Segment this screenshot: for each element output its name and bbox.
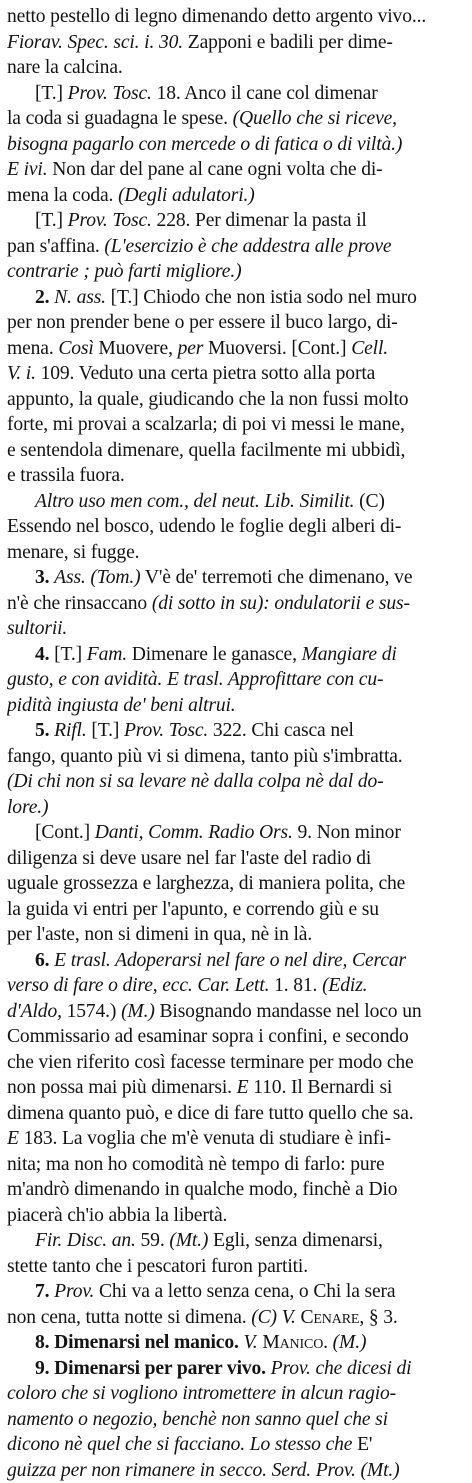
text-line xyxy=(7,795,465,821)
text-line xyxy=(7,336,465,362)
text-segment: 1574.) xyxy=(67,1001,121,1022)
text-line xyxy=(7,1279,465,1305)
text-line xyxy=(7,540,465,566)
text-segment: mena. xyxy=(7,338,58,359)
text-segment: 5. xyxy=(35,720,54,741)
text-segment: Chi va a letto senza cena, o Chi la sera xyxy=(94,1281,395,1302)
text-segment: E xyxy=(7,1128,19,1149)
text-segment: forte, mi provai a scalzarla; di poi vi messi le mane, xyxy=(7,414,405,435)
text-segment: [T.] xyxy=(35,210,68,231)
text-segment: Essendo nel bosco, udendo le foglie degli alberi di- xyxy=(7,516,401,537)
text-line xyxy=(7,1432,465,1458)
text-segment: stette tanto che i pescatori furon partiti. xyxy=(7,1256,308,1277)
text-line xyxy=(7,667,465,693)
text-segment: [Cont.] xyxy=(35,822,95,843)
text-segment: V. i. xyxy=(7,363,36,384)
text-line xyxy=(7,871,465,897)
text-segment: (C) xyxy=(354,491,384,512)
text-segment: la guida vi entri per l'apunto, e correndo giù e su xyxy=(7,899,379,920)
text-segment: d'Aldo, xyxy=(7,1001,67,1022)
text-line xyxy=(7,30,465,56)
text-segment: (M.) xyxy=(333,1332,367,1353)
text-segment: per xyxy=(178,338,204,359)
text-line xyxy=(7,412,465,438)
text-line xyxy=(7,259,465,285)
entry-paragraph xyxy=(7,4,465,81)
text-line xyxy=(7,897,465,923)
text-line xyxy=(7,642,465,668)
entry-paragraph xyxy=(7,565,465,642)
text-line xyxy=(7,285,465,311)
text-segment: Prov. Tosc. xyxy=(68,210,152,231)
text-segment: V'è de' terremoti che dimenano, ve xyxy=(141,567,413,588)
text-segment: e sentendola dimenare, quella facilmente mi ubbidì, xyxy=(7,440,405,461)
text-segment: Dimenare le ganasce, xyxy=(127,644,302,665)
text-line xyxy=(7,1356,465,1382)
entry-paragraph xyxy=(7,81,465,209)
text-line xyxy=(7,820,465,846)
text-segment: 109. Veduto una certa pietra sotto alla porta xyxy=(36,363,375,384)
text-line xyxy=(7,1152,465,1178)
text-segment: lore.) xyxy=(7,797,48,818)
text-segment: nita; ma non ho comodità nè tempo di farlo: pure xyxy=(7,1154,385,1175)
entry-paragraph xyxy=(7,820,465,948)
text-line xyxy=(7,769,465,795)
text-segment: Mangiare di xyxy=(302,644,397,665)
text-segment: 228. Per dimenar la pasta il xyxy=(152,210,367,231)
text-line xyxy=(7,1305,465,1331)
entry-paragraph xyxy=(7,1330,465,1356)
text-segment: Rifl. xyxy=(54,720,86,741)
text-segment: menare, si fugge. xyxy=(7,542,139,563)
text-line xyxy=(7,1381,465,1407)
text-line xyxy=(7,81,465,107)
text-segment: E' xyxy=(352,1434,372,1455)
text-segment: (di sotto in su): ondulatorii e sus- xyxy=(152,593,410,614)
text-segment: diligenza si deve usare nel far l'aste del radio di xyxy=(7,848,371,869)
text-segment: Danti, Comm. Radio Ors. xyxy=(95,822,293,843)
text-segment: (Mt.) xyxy=(169,1230,208,1251)
text-segment: Bisognando mandasse nel loco un xyxy=(155,1001,422,1022)
text-segment: 8. Dimenarsi nel manico. xyxy=(35,1332,239,1353)
text-line xyxy=(7,565,465,591)
text-segment: E ivi. xyxy=(7,159,47,180)
text-line xyxy=(7,132,465,158)
text-line xyxy=(7,514,465,540)
entry-paragraph xyxy=(7,1279,465,1330)
entry-paragraph xyxy=(7,285,465,489)
text-segment: 3. xyxy=(35,567,54,588)
text-segment: (Di chi non si sa levare nè dalla colpa nè dal do- xyxy=(7,771,384,792)
text-segment: E xyxy=(237,1077,249,1098)
text-line xyxy=(7,591,465,617)
text-line xyxy=(7,616,465,642)
text-segment: n'è che rinsaccano xyxy=(7,593,152,614)
text-line xyxy=(7,183,465,209)
text-line xyxy=(7,718,465,744)
entry-paragraph xyxy=(7,1228,465,1279)
entry-paragraph xyxy=(7,489,465,566)
text-segment: dimena quanto può, e dice di fare tutto quello che sa. xyxy=(7,1103,414,1124)
text-line xyxy=(7,1126,465,1152)
text-line xyxy=(7,106,465,132)
text-segment: Fir. Disc. an. xyxy=(35,1230,136,1251)
text-segment: 1. 81. xyxy=(269,975,322,996)
text-segment: Commissario ad esaminar sopra i confini, e secondo xyxy=(7,1026,409,1047)
text-segment: namento o negozio, benchè non sanno quel che si xyxy=(7,1409,388,1430)
text-segment: Prov. che dicesi di xyxy=(266,1358,412,1379)
text-segment: Così xyxy=(58,338,93,359)
text-segment: mena la coda. xyxy=(7,185,118,206)
text-segment: 18. Anco il cane col dimenar xyxy=(152,83,378,104)
text-segment: guizza per non rimanere in secco. Serd. Prov. (Mt.) xyxy=(7,1460,400,1481)
text-line xyxy=(7,1330,465,1356)
text-line xyxy=(7,1101,465,1127)
text-segment: [T.] xyxy=(35,83,68,104)
text-segment: Cell. xyxy=(351,338,388,359)
text-segment: Prov. Tosc. xyxy=(68,83,152,104)
text-segment: Prov. xyxy=(54,1281,94,1302)
text-segment: 9. Non minor xyxy=(293,822,401,843)
text-segment: pidità ingiusta de' beni altrui. xyxy=(7,695,236,716)
text-segment: non cena, tutta notte si dimena. xyxy=(7,1307,251,1328)
text-segment: uguale grossezza e larghezza, di maniera polita, che xyxy=(7,873,405,894)
text-segment: Prov. Tosc. xyxy=(124,720,208,741)
text-line xyxy=(7,1050,465,1076)
text-segment: (Quello che si riceve, xyxy=(233,108,397,129)
text-line xyxy=(7,489,465,515)
text-segment: 110. Il Bernardi si xyxy=(248,1077,392,1098)
text-segment: Non dar del pane al cane ogni volta che di- xyxy=(47,159,382,180)
text-line xyxy=(7,463,465,489)
text-segment: Altro uso men com., del neut. Lib. Similit. xyxy=(35,491,354,512)
text-segment: (M.) xyxy=(121,1001,155,1022)
text-segment: per l'aste, non si dimeni in qua, nè in là. xyxy=(7,924,312,945)
text-line xyxy=(7,1203,465,1229)
entry-paragraph xyxy=(7,208,465,285)
text-line xyxy=(7,846,465,872)
text-segment: appunto, la quale, giudicando che la non fussi molto xyxy=(7,389,408,410)
text-segment: non possa mai più dimenarsi. xyxy=(7,1077,237,1098)
entry-paragraph xyxy=(7,642,465,719)
text-segment: . xyxy=(323,1332,333,1353)
text-segment: Fiorav. Spec. sci. i. 30. xyxy=(7,32,183,53)
text-segment: e trassila fuora. xyxy=(7,465,125,486)
text-line xyxy=(7,948,465,974)
text-segment: Muovere, xyxy=(94,338,178,359)
text-segment: 322. Chi casca nel xyxy=(208,720,354,741)
text-segment: m'andrò dimenando in qualche modo, finchè a Dio xyxy=(7,1179,397,1200)
text-segment: fango, quanto più vi si dimena, tanto più s'imbratta. xyxy=(7,746,403,767)
text-segment: [T.] Chiodo che non istia sodo nel muro xyxy=(106,287,417,308)
text-segment: 7. xyxy=(35,1281,54,1302)
text-segment: dicono nè quel che si facciano. Lo stesso che xyxy=(7,1434,352,1455)
text-line xyxy=(7,1177,465,1203)
entry-paragraph xyxy=(7,718,465,820)
text-line xyxy=(7,1254,465,1280)
text-line xyxy=(7,4,465,30)
text-segment: (C) V. xyxy=(251,1307,295,1328)
text-segment: 4. xyxy=(35,644,54,665)
text-segment: (L'esercizio è che addestra alle prove xyxy=(104,236,391,257)
text-line xyxy=(7,744,465,770)
text-segment: E trasl. Adoperarsi nel fare o nel dire, Cercar xyxy=(54,950,406,971)
text-segment: (Ediz. xyxy=(322,975,367,996)
entry-paragraph xyxy=(7,948,465,1229)
text-segment: [T.] xyxy=(87,720,124,741)
text-segment: N. ass. xyxy=(54,287,106,308)
text-segment: , § 3. xyxy=(359,1307,397,1328)
text-segment: Cenare xyxy=(296,1307,360,1328)
text-line xyxy=(7,922,465,948)
text-line xyxy=(7,157,465,183)
text-segment: 183. La voglia che m'è venuta di studiare è infi- xyxy=(19,1128,391,1149)
text-line xyxy=(7,693,465,719)
text-line xyxy=(7,55,465,81)
text-segment: sultorii. xyxy=(7,618,67,639)
text-segment: coloro che si vogliono intromettere in alcun ragio- xyxy=(7,1383,396,1404)
text-segment: [T.] xyxy=(54,644,87,665)
text-line xyxy=(7,208,465,234)
text-segment: contrarie ; può farti migliore.) xyxy=(7,261,241,282)
text-segment: la coda si guadagna le spese. xyxy=(7,108,233,129)
text-line xyxy=(7,234,465,260)
text-segment: 59. xyxy=(136,1230,170,1251)
text-segment: Egli, senza dimenarsi, xyxy=(208,1230,382,1251)
text-segment: Fam. xyxy=(87,644,127,665)
text-segment: piacerà ch'io abbia la libertà. xyxy=(7,1205,227,1226)
entry-paragraph xyxy=(7,1356,465,1483)
text-line xyxy=(7,310,465,336)
text-segment: (Degli adulatori.) xyxy=(118,185,255,206)
text-segment: 9. Dimenarsi per parer vivo. xyxy=(35,1358,266,1379)
text-line xyxy=(7,438,465,464)
text-segment: V. xyxy=(239,1332,263,1353)
text-segment: Ass. (Tom.) xyxy=(54,567,140,588)
text-line xyxy=(7,1407,465,1433)
text-line xyxy=(7,1075,465,1101)
text-line xyxy=(7,973,465,999)
text-segment: Zapponi e badili per dime- xyxy=(183,32,393,53)
text-segment: Manico xyxy=(262,1332,323,1353)
text-segment: 2. xyxy=(35,287,54,308)
text-segment: nare la calcina. xyxy=(7,57,123,78)
text-segment: 6. xyxy=(35,950,54,971)
text-line xyxy=(7,999,465,1025)
text-segment: che vien riferito così facesse terminare per modo che xyxy=(7,1052,414,1073)
text-segment: Muoversi. [Cont.] xyxy=(203,338,351,359)
text-line xyxy=(7,1024,465,1050)
text-segment: verso di fare o dire, ecc. Car. Lett. xyxy=(7,975,269,996)
text-segment: gusto, e con avidità. E trasl. Approfittare con cu- xyxy=(7,669,383,690)
text-segment: netto pestello di legno dimenando detto argento vivo... xyxy=(7,6,426,27)
text-line xyxy=(7,361,465,387)
text-line xyxy=(7,1458,465,1483)
text-segment: pan s'affina. xyxy=(7,236,104,257)
text-segment: per non prender bene o per essere il buco largo, di- xyxy=(7,312,398,333)
text-line xyxy=(7,387,465,413)
text-segment: bisogna pagarlo con mercede o di fatica o di viltà.) xyxy=(7,134,402,155)
